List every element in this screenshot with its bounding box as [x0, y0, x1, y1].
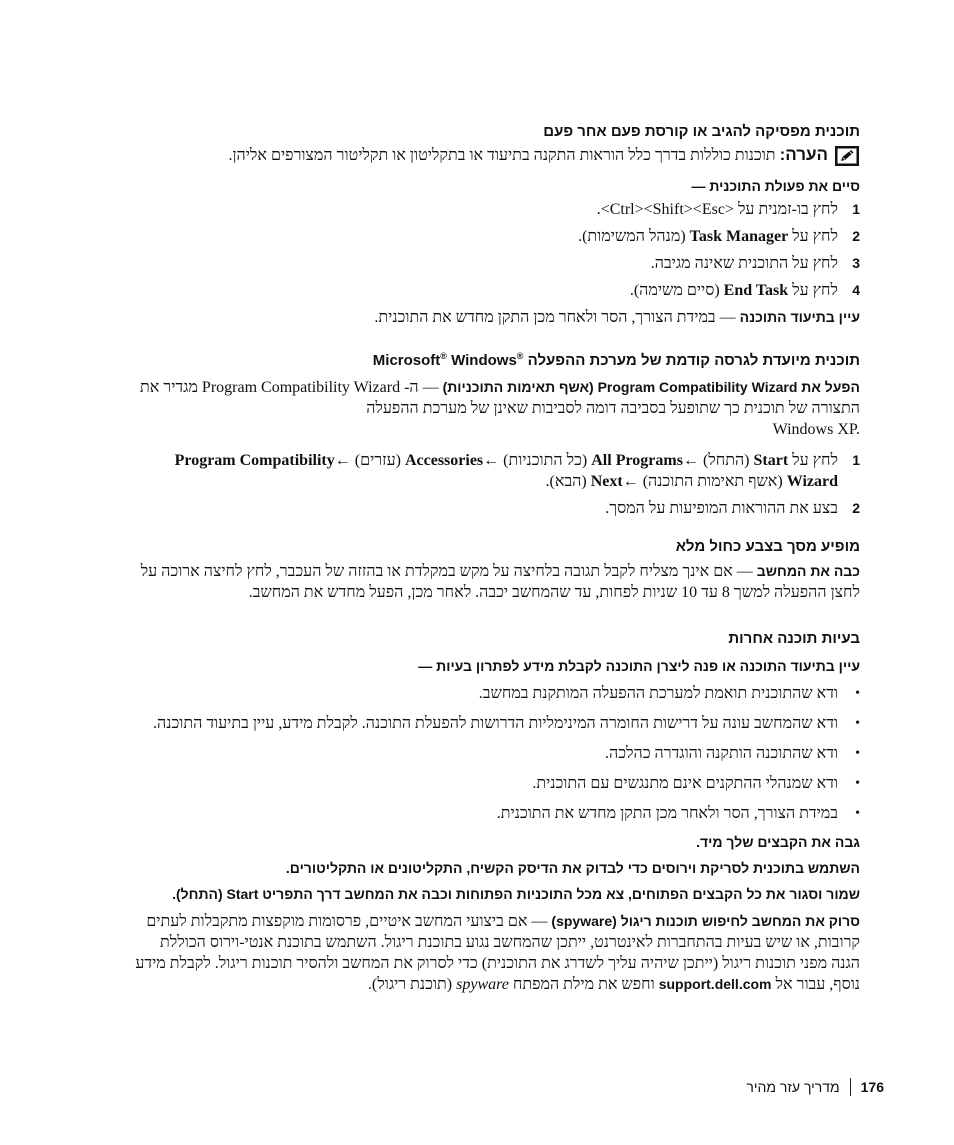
bullet-icon: •: [855, 686, 860, 701]
arrow-icon: ←: [334, 452, 351, 469]
section-heading-program-stops-responding: תוכנית מפסיקה להגיב או קורסת פעם אחר פעם: [543, 123, 860, 140]
footer-divider: [850, 1078, 851, 1096]
step: [132, 450, 860, 492]
step-number: 2: [852, 500, 860, 516]
steps-end-task: [132, 199, 860, 301]
page-number: 176: [860, 1079, 884, 1095]
spyware-paragraph: סרוק את המחשב לחיפוש תוכנות ריגול (spyware) — אם ביצועי המחשב איטיים, פרסומות מוקפצות מתקבלות לעתים קרובות, או שיש בעיות בהתחברות לאינטרנט, ייתכן שהמחשב נגוע בתוכנת ריגול. השתמש בתוכנת אנטי-וירוס הכוללת הגנה מפני תוכנות ריגול (ייתכן שיהיה עליך לשדרג את התוכנית) כדי לסרוק את המחשב ולהסיר תוכנות ריגול. לקבלת מידע נוסף, עבור אל support.dell.com וחפש את מילת המפתח spyware (תוכנת ריגול).: [135, 913, 860, 993]
bullet-list: [132, 683, 860, 824]
guide-title: מדריך עזר מהיר: [746, 1079, 840, 1095]
arrow-icon: ←: [682, 452, 699, 469]
step-number: 3: [852, 255, 860, 271]
virus-scan: השתמש בתוכנית לסריקת וירוסים כדי לבדוק את הדיסק הקשיח, התקליטונים או התקליטורים.: [285, 860, 860, 876]
bullet-icon: •: [855, 776, 860, 791]
list-item: • ודא שהתוכנה הותקנה והוגדרה כהלכה.: [605, 745, 860, 762]
step-text: לחץ על Start (התחל) ←All Programs (כל התוכניות) ←Accessories (עזרים) ←Program Compatibility Wizard (אשף תאימות התוכנה) ←Next (הבא).: [174, 452, 838, 490]
bullet-icon: •: [855, 806, 860, 821]
note: [132, 145, 860, 167]
step-number: 2: [852, 228, 860, 244]
page-content: [132, 122, 860, 995]
note-pencil-icon: [834, 145, 860, 167]
steps-compat-wizard: [132, 450, 860, 519]
subheading-check-documentation: עיין בתיעוד התוכנה או פנה ליצרן התוכנה לקבלת מידע לפתרון בעיות —: [418, 658, 860, 674]
bullet-icon: •: [855, 746, 860, 761]
backup-files: גבה את הקבצים שלך מיד.: [696, 834, 860, 850]
subheading-end-program: סיים את פעולת התוכנית —: [691, 178, 860, 194]
step: [132, 199, 860, 220]
list-item: • ודא שהתוכנית תואמת למערכת ההפעלה המותקנת במחשב.: [478, 685, 860, 702]
step: [132, 226, 860, 247]
page-footer: [690, 1078, 884, 1096]
section-heading-older-windows: תוכנית מיועדת לגרסה קודמת של מערכת ההפעלה Microsoft® Windows®: [372, 351, 860, 369]
support-link[interactable]: support.dell.com: [658, 976, 772, 992]
step-text: לחץ על Task Manager (מנהל המשימות).: [578, 228, 838, 245]
list-item: • ודא שמנהלי ההתקנים אינם מתנגשים עם התוכנית.: [532, 775, 860, 792]
list-item: • במידת הצורך, הסר ולאחר מכן התקן מחדש את התוכנית.: [496, 805, 860, 822]
step: [132, 253, 860, 274]
key-combo: <Ctrl><Shift><Esc>: [600, 201, 734, 218]
section-heading-other-software: בעיות תוכנה אחרות: [728, 630, 860, 647]
see-documentation: עיין בתיעוד התוכנה — במידת הצורך, הסר ולאחר מכן התקן מחדש את התוכנית.: [374, 309, 860, 326]
step: [132, 280, 860, 301]
list-item: • ודא שהמחשב עונה על דרישות החומרה המינימליות הדרושות להפעלת התוכנה. לקבלת מידע, עיין בתיעוד התוכנה.: [153, 715, 860, 732]
step-number: 1: [852, 452, 860, 468]
step-text: לחץ על End Task (סיים משימה).: [629, 282, 838, 299]
section-heading-blue-screen: מופיע מסך בצבע כחול מלא: [675, 538, 860, 555]
step-number: 1: [852, 201, 860, 217]
bullet-icon: •: [855, 716, 860, 731]
step-text: לחץ על התוכנית שאינה מגיבה.: [650, 255, 838, 272]
step: [132, 498, 860, 519]
task-manager-term: Task Manager: [689, 228, 789, 245]
step-text: בצע את ההוראות המופיעות על המסך.: [605, 500, 838, 517]
arrow-icon: ←: [622, 473, 639, 490]
step-number: 4: [852, 282, 860, 298]
save-and-close: שמור וסגור את כל הקבצים הפתוחים, צא מכל התוכניות הפתוחות וכבה את המחשב דרך התפריט Start (התחל).: [172, 886, 860, 902]
end-task-term: End Task: [723, 282, 789, 299]
note-label: הערה:: [779, 145, 828, 164]
arrow-icon: ←: [483, 452, 500, 469]
turn-off-paragraph: כבה את המחשב — אם אינך מצליח לקבל תגובה בלחיצה על מקש במקלדת או בהזזה של העכבר, לחץ לחיצה ארוכה על לחצן ההפעלה למשך 8 עד 10 שניות לפחות, עד שהמחשב יכבה. לאחר מכן, הפעל מחדש את המחשב.: [140, 563, 860, 601]
note-text: תוכנות כוללות בדרך כלל הוראות התקנה בתיעוד או בתקליטון או תקליטור המצורפים אליהן.: [228, 147, 780, 164]
step-text: לחץ בו-זמנית על <Ctrl><Shift><Esc>.: [596, 201, 838, 218]
compat-wizard-paragraph: הפעל את Program Compatibility Wizard (אשף תאימות התוכניות) — ה- Program Compatibility Wizard מגדיר את התצורה של תוכנית כך שתופעל בסביבה דומה לסביבות שאינן של מערכת ההפעלה Windows XP.: [140, 379, 860, 438]
